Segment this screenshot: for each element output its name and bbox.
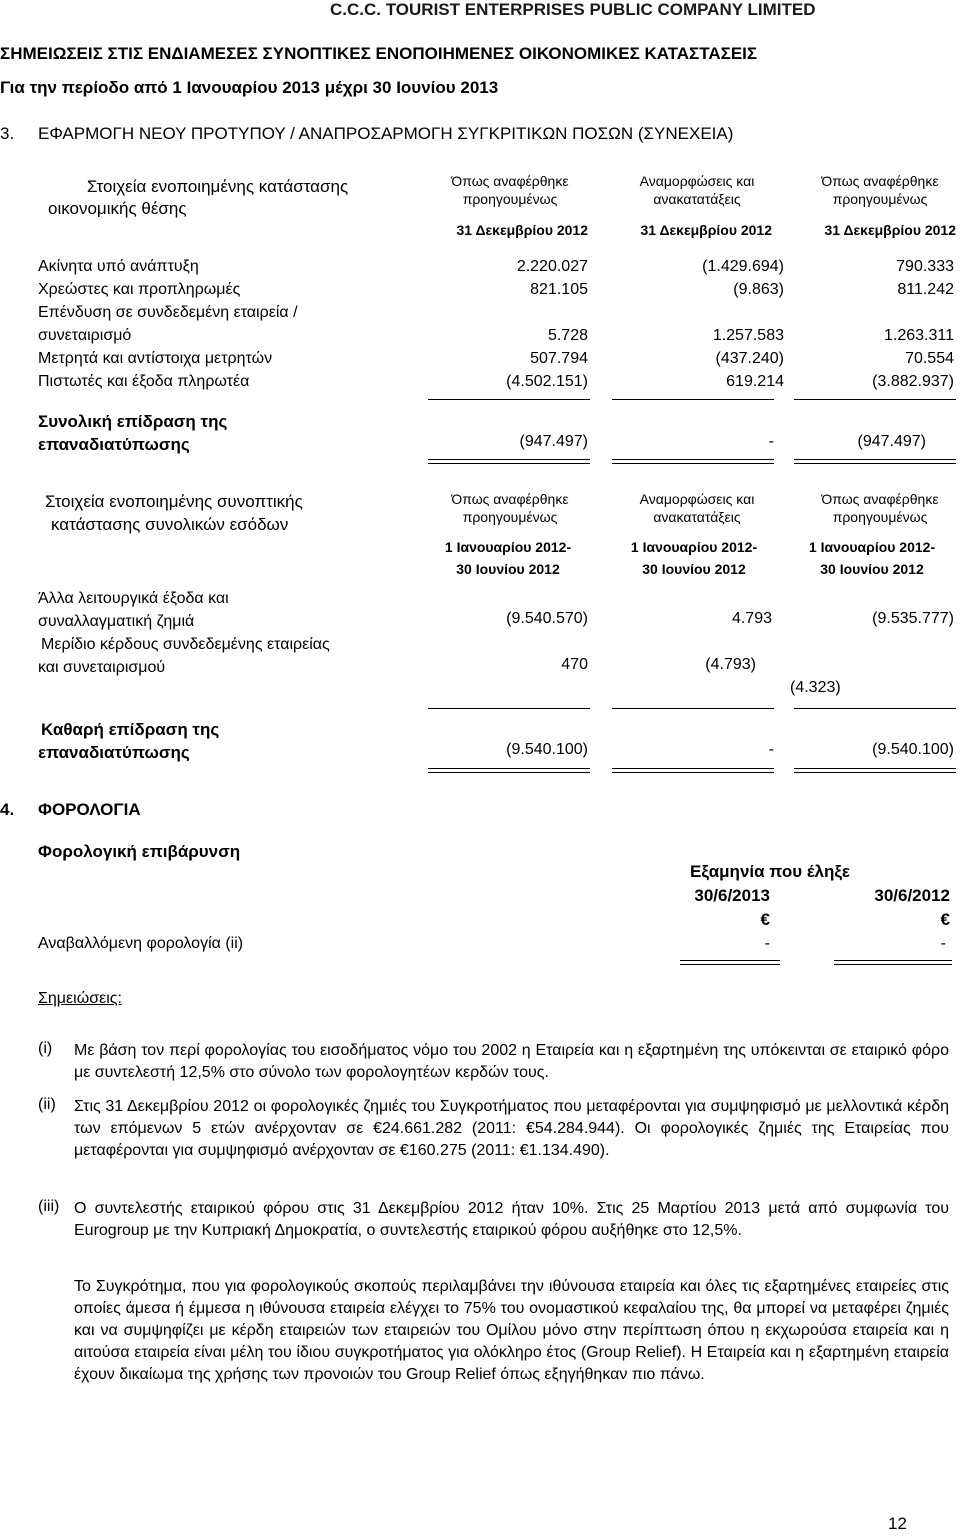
table1-row-v3: 70.554 (905, 350, 954, 367)
note-text: Ο συντελεστής εταιρικού φόρου στις 31 Δεκεμβρίου 2012 ήταν 10%. Στις 25 Μαρτίου 2013 μετά από συμφωνία του Eurogroup με την Κυπριακή Δημοκρατία, ο συντελεστής εταιρικού φόρου αυξήθηκε στο 12,5%. (74, 1200, 949, 1239)
table1-title (45, 176, 390, 220)
table1-row-v1: 821.105 (530, 281, 588, 298)
table1-total-double-rule (428, 459, 590, 464)
tax-double-rule (834, 960, 952, 965)
table1-row-label: Χρεώστες και προπληρωμές (38, 281, 241, 298)
tax-row-v2: - (940, 935, 946, 952)
table1-row-v1: (4.502.151) (506, 373, 588, 390)
table1-row-v3: (3.882.937) (872, 373, 954, 390)
section-4-number: 4. (0, 800, 15, 819)
table2-total-v2: - (768, 741, 774, 758)
table2-total-v1: (9.540.100) (506, 741, 588, 758)
table1-total-v2: - (768, 433, 774, 450)
table1-row-v1: 5.728 (547, 327, 588, 344)
table1-total-v1: (947.497) (519, 433, 588, 450)
table1-total-label: Συνολική επίδραση της επαναδιατύπωσης (38, 412, 228, 454)
table1-col1-date: 31 Δεκεμβρίου 2012 (456, 222, 588, 238)
table1-col2-date: 31 Δεκεμβρίου 2012 (640, 222, 772, 238)
table1-row-v1: 2.220.027 (516, 258, 588, 275)
table1-col3-date: 31 Δεκεμβρίου 2012 (824, 222, 956, 238)
note-text: Στις 31 Δεκεμβρίου 2012 οι φορολογικές ζημιές του Συγκροτήματος που μεταφέρονται για συμψηφισμό με μελλοντικά κέρδη των επόμενων 5 ετών ανέρχονταν σε €24.661.282 (2011: €54.284.944). Οι φορολογικές ζημιές της Εταιρείας που μεταφέρονται για συμψηφισμό ανέρχονταν σε €160.275 (2011: €1.134.490). (74, 1098, 949, 1159)
table2-row2-v3: (4.323) (790, 679, 841, 696)
table2-title: Στοιχεία ενοποιημένης συνοπτικής κατάστασης συνολικών εσόδων (45, 492, 303, 534)
table1-row-v2: (437.240) (715, 350, 784, 367)
note-text: Με βάση τον περί φορολογίας του εισοδήματος νόμο του 2002 η Εταιρεία και η εξαρτημένη της υπόκεινται σε εταιρικό φόρο με συντελεστή 12,5% στο σύνολο των φορολογητέων κερδών τους. (74, 1042, 949, 1081)
note-number: (i) (38, 1040, 53, 1057)
tax-row-label: Αναβαλλόμενη φορολογία (ii) (38, 935, 244, 952)
table1-subtotal-rule (794, 399, 956, 400)
table2-row1-v1: (9.540.570) (506, 610, 588, 627)
table2-total-double-rule (794, 768, 956, 773)
tax-col1-currency: € (760, 910, 770, 929)
table1-row-v3: 1.263.311 (884, 327, 954, 344)
table1-row-v3: 811.242 (897, 281, 954, 298)
document-period: Για την περίοδο από 1 Ιανουαρίου 2013 μέχρι 30 Ιουνίου 2013 (0, 78, 499, 97)
section-3-number: 3. (0, 124, 15, 143)
table1-col3-header: Όπως αναφέρθηκε προηγουμένως (821, 173, 939, 207)
notes-heading: Σημειώσεις: (38, 990, 122, 1007)
table2-total-label: Καθαρή επίδραση της επαναδιατύπωσης (38, 720, 220, 762)
tax-double-rule (680, 960, 780, 965)
table1-row-label: Μετρητά και αντίστοιχα μετρητών (38, 350, 273, 367)
table1-row-v2: 1.257.583 (712, 327, 784, 344)
table2-total-double-rule (612, 768, 774, 773)
table2-col2-header: Αναμορφώσεις και ανακατατάξεις (639, 491, 755, 525)
tax-col1-header: 30/6/2013 (694, 886, 770, 905)
table2-row2-v1: 470 (561, 656, 588, 673)
table2-subtotal-rule (612, 708, 774, 709)
company-name: C.C.C. TOURIST ENTERPRISES PUBLIC COMPANY LIMITED (330, 0, 816, 19)
table1-col1-header: Όπως αναφέρθηκε προηγουμένως (451, 173, 569, 207)
table2-subtotal-rule (794, 708, 956, 709)
table2-row1-label: Άλλα λειτουργικά έξοδα και συναλλαγματική ζημιά (38, 590, 229, 630)
table2-row2-v2: (4.793) (705, 656, 756, 673)
section-3-heading: ΕΦΑΡΜΟΓΗ ΝΕΟΥ ΠΡΟΤΥΠΟΥ / ΑΝΑΠΡΟΣΑΡΜΟΓΗ ΣΥΓΚΡΙΤΙΚΩΝ ΠΟΣΩΝ (ΣΥΝΕΧΕΙΑ) (38, 124, 734, 143)
tax-col2-header: 30/6/2012 (874, 886, 950, 905)
table2-row1-v3: (9.535.777) (872, 610, 954, 627)
table1-subtotal-rule (612, 399, 774, 400)
table1-row-label: Επένδυση σε συνδεδεμένη εταιρεία / (38, 304, 298, 321)
tax-period-label: Εξαμηνία που έληξε (690, 862, 850, 881)
table1-row-v3: 790.333 (896, 258, 954, 275)
tax-col2-currency: € (940, 910, 950, 929)
table1-row-label: Πιστωτές και έξοδα πληρωτέα (38, 373, 250, 390)
table2-col3-header: Όπως αναφέρθηκε προηγουμένως (821, 491, 939, 525)
group-relief-paragraph: Το Συγκρότημα, που για φορολογικούς σκοπούς περιλαμβάνει την ιθύνουσα εταιρεία και όλες τις εξαρτημένες εταιρείες στις οποίες άμεσα ή έμμεσα η ιθύνουσα εταιρεία ελέγχει το 75% του ονομαστικού κεφαλαίου της, θα μπορεί να μεταφέρει ζημιές και να συμψηφίζει με κέρδη εταιρειών των εταιρειών του Ομίλου μόνο στην περίπτωση όπου η εκχωρούσα εταιρεία και η αιτούσα εταιρεία είναι μέλη του ίδιου συγκροτήματος για ολόκληρο έτος (Group Relief). Η Εταιρεία και η εξαρτημένη εταιρεία έχουν δικαίωμα της χρήσης των προνοιών του Group Relief όπως εξηγήθηκαν πιο πάνω. (74, 1278, 949, 1383)
table1-row-v2: (9.863) (733, 281, 784, 298)
section-4-heading: ΦΟΡΟΛΟΓΙΑ (38, 800, 141, 819)
table1-total-double-rule (612, 459, 774, 464)
tax-subheading: Φορολογική επιβάρυνση (38, 842, 241, 861)
table2-col1-header: Όπως αναφέρθηκε προηγουμένως (451, 491, 569, 525)
table1-row-label-cont: συνεταιρισμό (38, 327, 132, 344)
table2-col2-dates: 1 Ιανουαρίου 2012- 30 Ιουνίου 2012 (630, 539, 758, 577)
table2-total-double-rule (428, 768, 590, 773)
table1-row-label: Ακίνητα υπό ανάπτυξη (38, 258, 199, 275)
table1-subtotal-rule (428, 399, 590, 400)
document-title: ΣΗΜΕΙΩΣΕΙΣ ΣΤΙΣ ΕΝΔΙΑΜΕΣΕΣ ΣΥΝΟΠΤΙΚΕΣ ΕΝΟΠΟΙΗΜΕΝΕΣ ΟΙΚΟΝΟΜΙΚΕΣ ΚΑΤΑΣΤΑΣΕΙΣ (0, 44, 758, 63)
table1-row-v2: 619.214 (726, 373, 784, 390)
table2-subtotal-rule (428, 708, 590, 709)
table2-row2-label: Μερίδιο κέρδους συνδεδεμένης εταιρείας και συνεταιρισμού (38, 636, 330, 676)
table1-row-v1: 507.794 (530, 350, 588, 367)
note-number: (iii) (38, 1198, 60, 1215)
table1-title-line2: οικονομικής θέσης (48, 199, 187, 218)
table1-total-double-rule (794, 459, 956, 464)
table1-col2-header: Αναμορφώσεις και ανακατατάξεις (639, 173, 755, 207)
table2-total-v3: (9.540.100) (872, 741, 954, 758)
table1-row-v2: (1.429.694) (702, 258, 784, 275)
table1-total-v3: (947.497) (857, 433, 926, 450)
table2-col3-dates: 1 Ιανουαρίου 2012- 30 Ιουνίου 2012 (808, 539, 936, 577)
tax-row-v1: - (764, 935, 770, 952)
table2-col1-dates: 1 Ιανουαρίου 2012- 30 Ιουνίου 2012 (444, 539, 572, 577)
table1-title-line1: Στοιχεία ενοποιημένης κατάστασης (86, 177, 349, 196)
page-number: 12 (888, 1514, 907, 1533)
note-number: (ii) (38, 1096, 56, 1113)
table2-row1-v2: 4.793 (731, 610, 772, 627)
